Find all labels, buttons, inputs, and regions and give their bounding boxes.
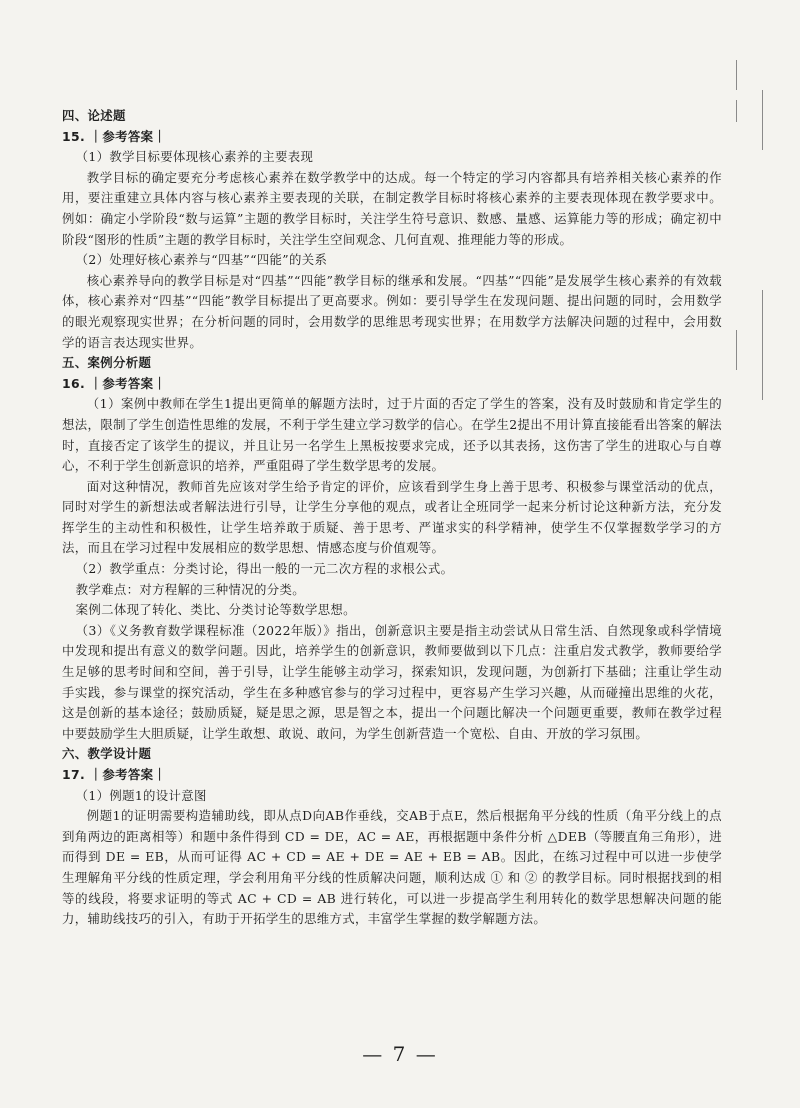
subheading-17-1: （1）例题1的设计意图 [75, 787, 207, 803]
paragraph-15-1: 教学目标的确定要充分考虑核心素养在数学教学中的达成。每一个特定的学习内容都具有培养相关核心素养的作用，要注重建立具体内容与核心素养主要表现的关联，在制定教学目标时将核心素养的主要表现体现在教学要求中。例如：确定小学阶段“数与运算”主题的教学目标时，关注学生符号意识、数感、量感、运算能力等的形成；确定初中阶段“图形的性质”主题的教学目标时，关注学生空间观念、几何直观、推理能力等的形成。 [62, 169, 722, 247]
section-heading-case-analysis: 五、案例分析题 [62, 355, 152, 371]
section-heading-teaching-design: 六、教学设计题 [62, 746, 152, 762]
paragraph-17-1: 例题1的证明需要构造辅助线，即从点D向AB作垂线，交AB于点E，然后根据角平分线的性质（角平分线上的点到角两边的距离相等）和题中条件得到 CD = DE，AC = AE，再根据题中条件分析 △DEB（等腰直角三角形），进而得到 DE = EB，从而可证得 AC + CD = AE + DE = AE + EB = AB。因此，在练习过程中可以进一步使学生理解角平分线的性质定理，学会利用角平分线的性质解决问题，顺利达成 ① 和 ② 的教学目标。同时根据找到的相等的线段，将要求证明的等式 AC + CD = AB 进行转化，可以进一步提高学生利用转化的数学思想解决问题的能力，辅助线技巧的引入，有助于开拓学生的思维方式，丰富学生掌握的数学解题方法。 [62, 808, 722, 927]
paragraph-16-1: （1）案例中教师在学生1提出更简单的解题方法时，过于片面的否定了学生的答案，没有及时鼓励和肯定学生的想法，限制了学生创造性思维的发展，不利于学生建立学习数学的信心。在学生2提出不用计算直接能看出答案的解法时，直接否定了该学生的提议，并且让另一名学生上黑板按要求完成，还予以其表扬，这伤害了学生的进取心与自尊心，不利于学生创新意识的培养，严重阻碍了学生数学思考的发展。 [62, 396, 722, 474]
answer-label-17: 17. ｜参考答案｜ [62, 767, 167, 782]
subheading-15-1: （1）教学目标要体现核心素养的主要表现 [75, 149, 314, 165]
answer-label-15: 15. ｜参考答案｜ [62, 128, 167, 144]
paragraph-16-6: （3）《义务教育数学课程标准（2022年版）》指出，创新意识主要是指主动尝试从日常生活、自然现象或科学情境中发现和提出有意义的数学问题。因此，培养学生的创新意识，教师要做到以下几点：注重启发式教学，教师要给学生足够的思考时间和空间，善于引导，让学生能够主动学习，探索知识，发现问题，为创新打下基础；注重让学生动手实践，参与课堂的探究活动，学生在多种感官参与的学习过程中，更容易产生学习兴趣，从而碰撞出思维的火花，这是创新的基本途径；鼓励质疑，疑是思之源，思是智之本，提出一个问题比解决一个问题更重要，教师在教学过程中要鼓励学生大胆质疑，让学生敢想、敢说、敢问，为学生创新营造一个宽松、自由、开放的学习氛围。 [62, 622, 722, 741]
document-body [62, 106, 722, 930]
binding-edge-marks [732, 60, 772, 480]
paragraph-16-5: 案例二体现了转化、类比、分类讨论等数学思想。 [75, 602, 356, 618]
page-number: — 7 — [362, 1042, 438, 1066]
section-heading-essay: 四、论述题 [62, 108, 126, 123]
paragraph-16-2: 面对这种情况，教师首先应该对学生给予肯定的评价，应该看到学生身上善于思考、积极参与课堂活动的优点，同时对学生的新想法或者解法进行引导，让学生分享他的观点，或者让全班同学一起来分析讨论这种新方法，充分发挥学生的主动性和积极性，让学生培养敢于质疑、善于思考、严谨求实的科学精神，使学生不仅掌握数学学习的方法，而且在学习过程中发展相应的数学思想、情感态度与价值观等。 [62, 478, 722, 556]
subheading-15-2: （2）处理好核心素养与“四基”“四能”的关系 [75, 252, 328, 268]
paragraph-15-2: 核心素养导向的教学目标是对“四基”“四能”教学目标的继承和发展。“四基”“四能”是发展学生核心素养的有效载体，核心素养对“四基”“四能”教学目标提出了更高要求。例如：要引导学生在发现问题、提出问题的同时，会用数学的眼光观察现实世界；在分析问题的同时，会用数学的思维思考现实世界；在用数学方法解决问题的过程中，会用数学的语言表达现实世界。 [62, 272, 722, 350]
answer-label-16: 16. ｜参考答案｜ [62, 375, 167, 391]
paragraph-16-3: （2）教学重点：分类讨论，得出一般的一元二次方程的求根公式。 [75, 561, 454, 577]
paragraph-16-4: 教学难点：对方程解的三种情况的分类。 [75, 581, 305, 597]
